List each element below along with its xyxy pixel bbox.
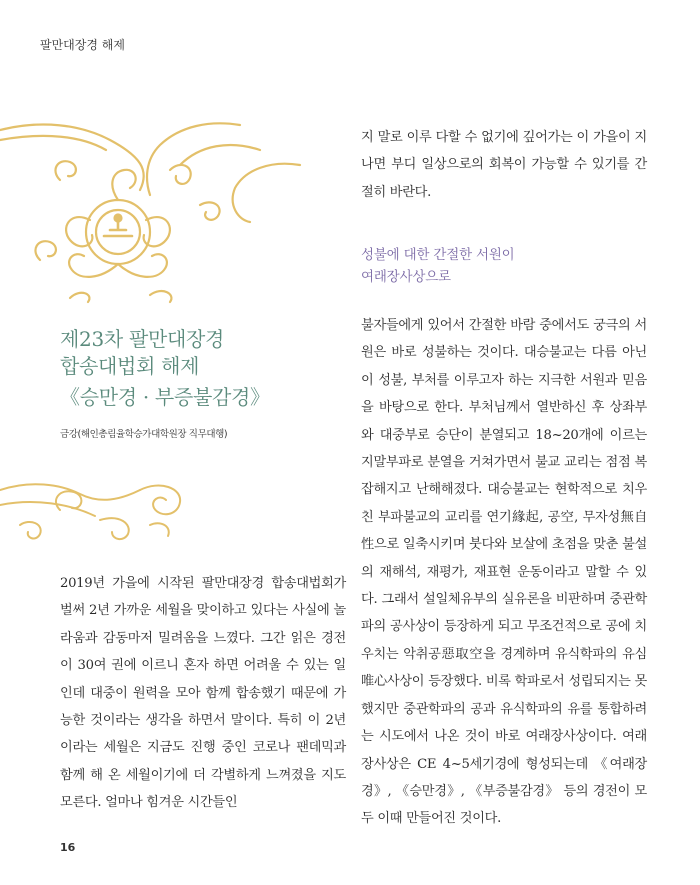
section-subhead [361, 244, 647, 288]
title-subtitle: 《승만경 · 부증불감경》 [60, 385, 270, 409]
subhead-line-1: 성불에 대한 간절한 서원이 [361, 247, 515, 263]
title-line-2: 합송대법회 해제 [60, 354, 200, 378]
page-number: 16 [60, 841, 76, 854]
right-paragraph: 불자들에게 있어서 간절한 바람 중에서도 궁극의 서원은 바로 성불하는 것이다. 대승불교는 다름 아닌 이 성불, 부처를 이루고자 하는 지극한 서원과 믿음을 바탕으로 한다. 부처님께서 열반하신 후 상좌부와 대중부로 승단이 분열되고 18~20개에 이르는 지말부파로 분열을 거쳐가면서 불교 교리는 점점 복잡해지고 난해해졌다. 대승불교는 현학적으로 치우친 부파불교의 교리를 연기緣起, 공空, 무자성無自性으로 일축시키며 붓다와 보살에 초점을 맞춘 불설의 재해석, 재평가, 재표현 운동이라고 말할 수 있다. 그래서 설일체유부의 실유론을 비판하며 중관학파의 공사상이 등장하게 되고 무조건적으로 공에 치우치는 악취공惡取空을 경계하며 유식학파의 유심唯心사상이 등장했다. 비록 학파로서 성립되지는 못했지만 중관학파의 공과 유식학파의 유를 통합하려는 시도에서 나온 것이 바로 여래장사상이다. 여래장사상은 CE 4~5세기경에 형성되는데 《여래장경》, 《승만경》, 《부증불감경》 등의 경전이 모두 이때 만들어진 것이다. [361, 318, 647, 827]
subhead-line-2: 여래장사상으로 [361, 269, 451, 285]
author-byline: 금강(해인총림율학승가대학원장 직무대행) [60, 429, 228, 440]
right-column-main [361, 312, 647, 833]
left-paragraph: 2019년 가을에 시작된 팔만대장경 합송대법회가 벌써 2년 가까운 세월을 맞이하고 있다는 사실에 놀라움과 감동마저 밀려옴을 느꼈다. 그간 읽은 경전이 30여 권에 이르니 혼자 하면 어려울 수 있는 일인데 대중이 원력을 모아 함께 합송했기 때문에 가능한 것이라는 생각을 하면서 말이다. 특히 이 2년이라는 세월은 지금도 진행 중인 코로나 팬데믹과 함께 해 온 세월이기에 더 각별하게 느껴졌을 지도 모른다. 얼마나 힘겨운 시간들인 [60, 576, 346, 811]
continuation-paragraph: 지 말로 이루 다할 수 없기에 깊어가는 이 가을이 지나면 부디 일상으로의 회복이 가능할 수 있기를 간절히 바란다. [361, 130, 647, 200]
running-head: 팔만대장경 해제 [40, 38, 125, 52]
left-column [60, 570, 346, 817]
right-column-continuation [361, 124, 647, 206]
golden-swirl-ornament [0, 470, 190, 550]
golden-cloud-ornament [0, 110, 330, 305]
title-block [60, 326, 330, 440]
title-line-1: 제23차 팔만대장경 [60, 327, 225, 351]
